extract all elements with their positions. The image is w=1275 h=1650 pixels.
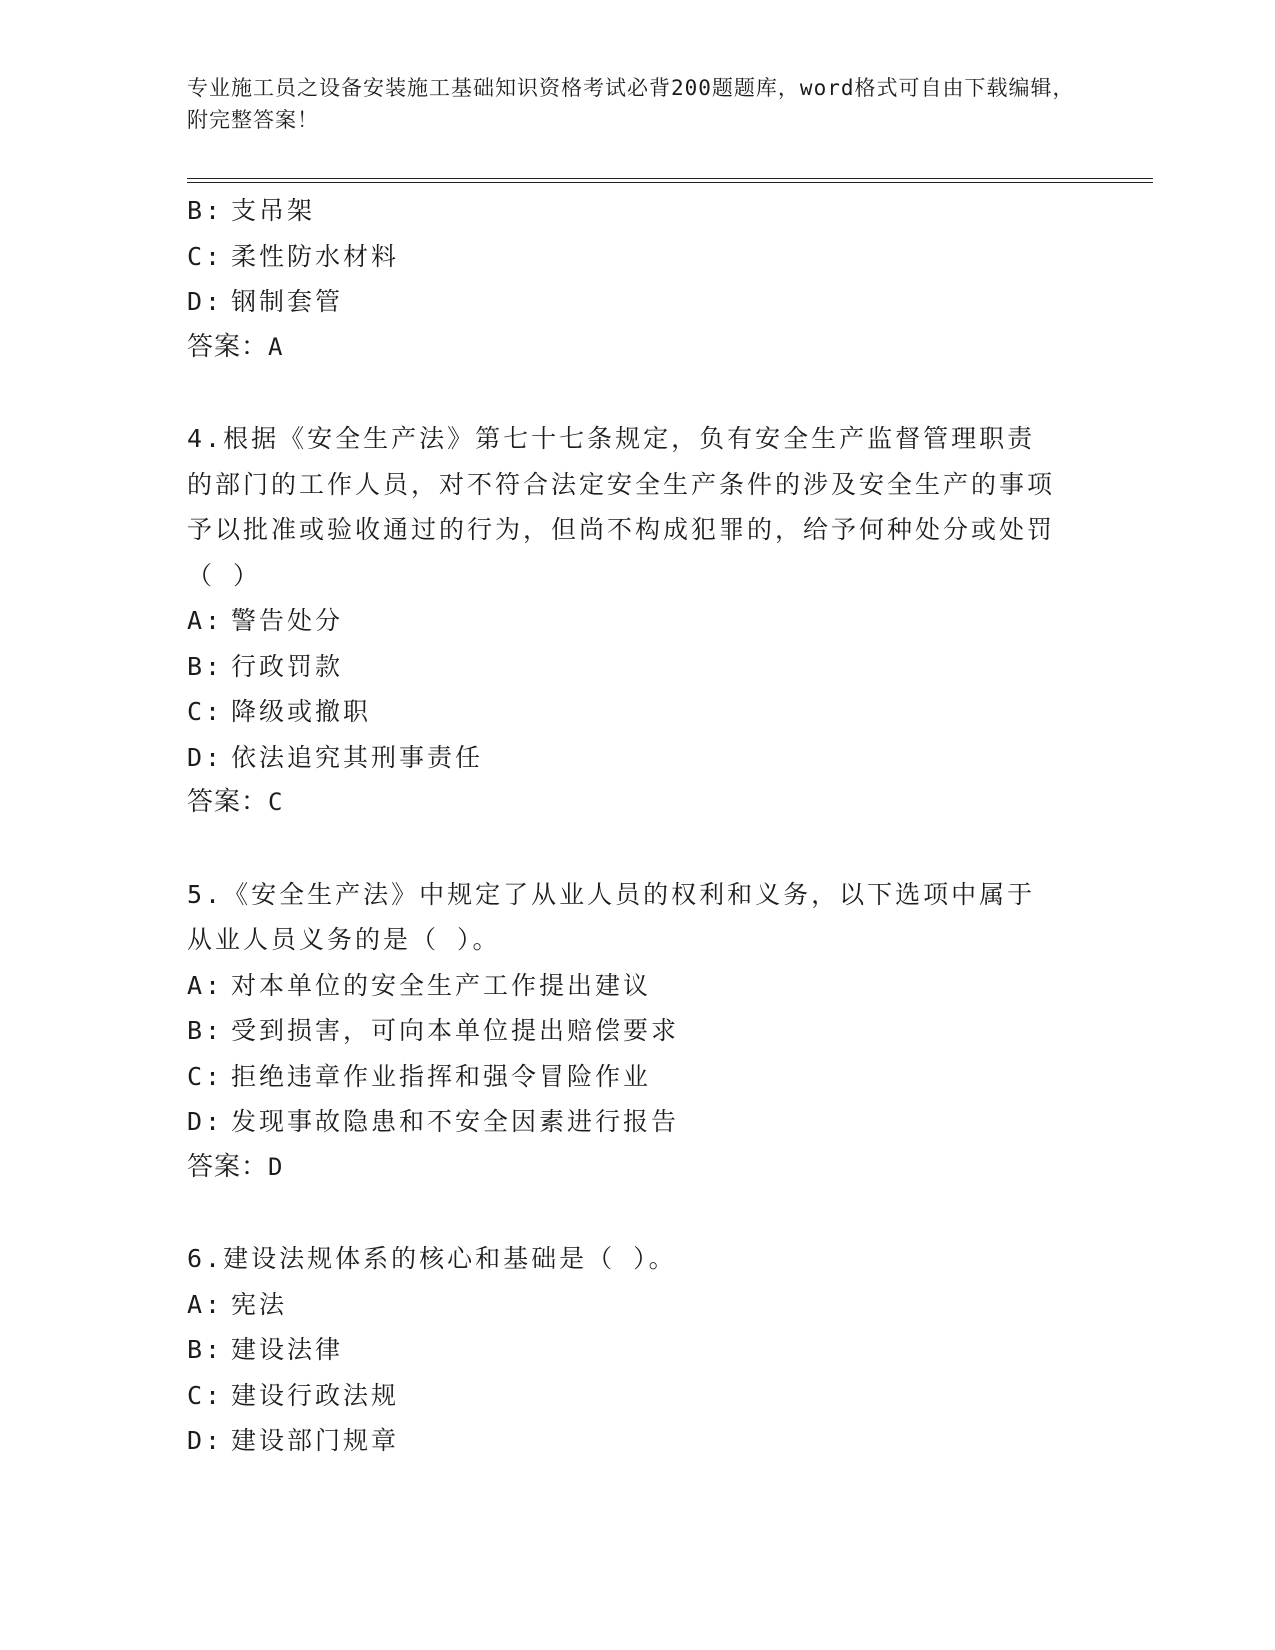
question-content xyxy=(187,188,1057,1464)
option-a: A: 宪法 xyxy=(187,1289,288,1319)
question-5-block xyxy=(187,872,1057,1191)
spacer xyxy=(187,370,1057,416)
option-b: B: 支吊架 xyxy=(187,196,316,225)
option-c: C: 降级或撤职 xyxy=(187,697,372,726)
option-c: C: 拒绝违章作业指挥和强令冒险作业 xyxy=(187,1061,652,1091)
option-b: B: 建设法律 xyxy=(187,1335,344,1364)
answer: 答案：D xyxy=(187,1151,284,1182)
option-b: B: 行政罚款 xyxy=(187,651,344,681)
question-6-block xyxy=(187,1236,1057,1464)
option-a: A: 对本单位的安全生产工作提出建议 xyxy=(187,970,652,1000)
question-4-text: 4.根据《安全生产法》第七十七条规定，负有安全生产监督管理职责的部门的工作人员，对不符合法定安全生产条件的涉及安全生产的事项予以批准或验收通过的行为，但尚不构成犯罪的，给予何种处分或处罚（ ） xyxy=(187,424,1056,590)
answer: 答案：C xyxy=(187,787,284,817)
option-c: C: 建设行政法规 xyxy=(187,1380,400,1410)
header-divider-top xyxy=(187,178,1153,179)
option-c: C: 柔性防水材料 xyxy=(187,241,400,271)
option-d: D: 钢制套管 xyxy=(187,287,344,316)
question-3-block xyxy=(187,188,1057,370)
header-divider-bottom xyxy=(187,182,1153,183)
option-d: D: 发现事故隐患和不安全因素进行报告 xyxy=(187,1107,680,1136)
question-6-text: 6.建设法规体系的核心和基础是（ ）。 xyxy=(187,1244,677,1273)
question-5-text: 5.《安全生产法》中规定了从业人员的权利和义务，以下选项中属于从业人员义务的是（ ）。 xyxy=(187,879,1036,954)
option-d: D: 建设部门规章 xyxy=(187,1426,400,1455)
spacer xyxy=(187,826,1057,872)
option-a: A: 警告处分 xyxy=(187,606,344,635)
question-4-block xyxy=(187,416,1057,826)
document-header: 专业施工员之设备安装施工基础知识资格考试必背200题题库，word格式可自由下载编辑，附完整答案！ xyxy=(187,76,1075,132)
spacer xyxy=(187,1190,1057,1236)
answer: 答案：A xyxy=(187,331,284,362)
option-b: B: 受到损害，可向本单位提出赔偿要求 xyxy=(187,1016,680,1045)
option-d: D: 依法追究其刑事责任 xyxy=(187,742,484,772)
